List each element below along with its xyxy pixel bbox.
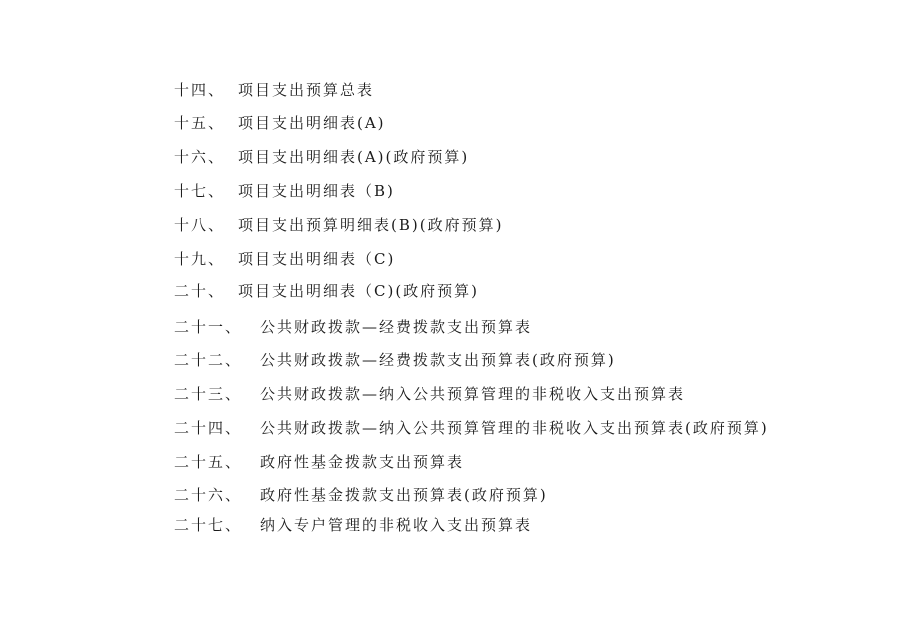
entry-number: 十九、 <box>174 250 226 268</box>
entry-title: 政府性基金拨款支出预算表 <box>260 453 465 471</box>
entry-title: 公共财政拨款—纳入公共预算管理的非税收入支出预算表(政府预算) <box>260 419 769 437</box>
entry-title: 政府性基金拨款支出预算表(政府预算) <box>260 486 548 504</box>
entry-number: 十七、 <box>174 182 226 200</box>
entry-number: 十五、 <box>174 114 226 132</box>
entry-title: 项目支出预算总表 <box>238 81 375 99</box>
entry-title: 项目支出明细表（C)(政府预算) <box>238 282 480 300</box>
entry-number: 二十六、 <box>174 486 243 504</box>
entry-title: 纳入专户管理的非税收入支出预算表 <box>260 516 533 534</box>
entry-number: 二十三、 <box>174 385 243 403</box>
entry-title: 公共财政拨款—经费拨款支出预算表 <box>260 318 533 336</box>
entry-title: 项目支出明细表(A) <box>238 114 386 132</box>
entry-number: 二十一、 <box>174 318 243 336</box>
entry-title: 公共财政拨款—经费拨款支出预算表(政府预算) <box>260 351 616 369</box>
entry-number: 二十七、 <box>174 516 243 534</box>
entry-number: 十六、 <box>174 148 226 166</box>
entry-number: 二十四、 <box>174 419 243 437</box>
entry-title: 项目支出明细表（C) <box>238 250 396 268</box>
entry-title: 项目支出明细表(A)(政府预算) <box>238 148 470 166</box>
entry-title: 项目支出预算明细表(B)(政府预算) <box>238 216 504 234</box>
entry-number: 二十二、 <box>174 351 243 369</box>
entry-number: 二十、 <box>174 282 226 300</box>
entry-number: 二十五、 <box>174 453 243 471</box>
entry-number: 十四、 <box>174 81 226 99</box>
entry-number: 十八、 <box>174 216 226 234</box>
entry-title: 公共财政拨款—纳入公共预算管理的非税收入支出预算表 <box>260 385 686 403</box>
entry-title: 项目支出明细表（B) <box>238 182 395 200</box>
